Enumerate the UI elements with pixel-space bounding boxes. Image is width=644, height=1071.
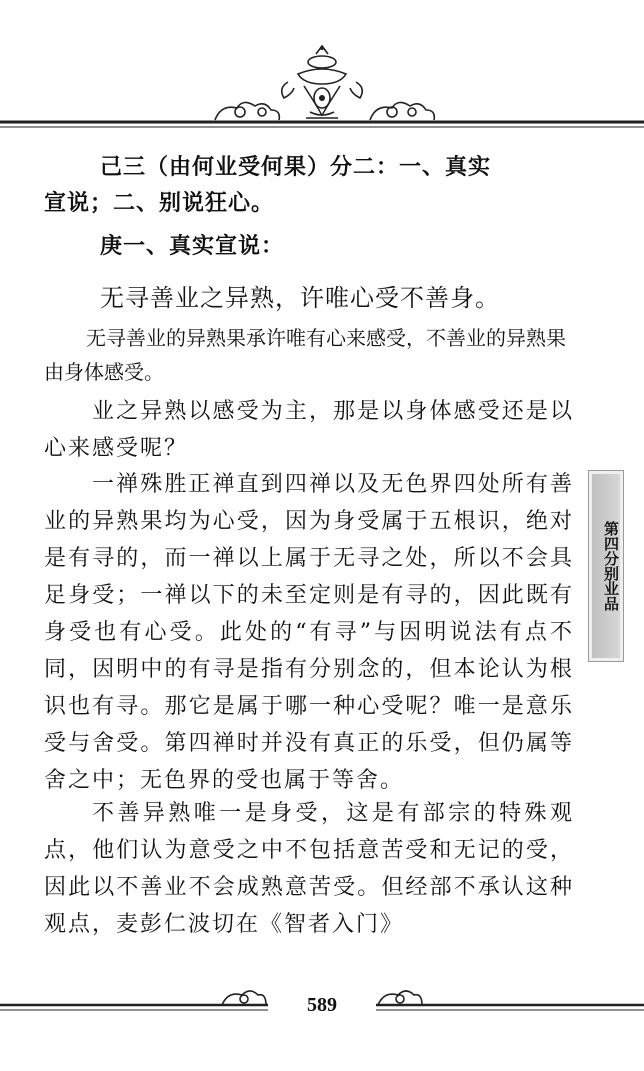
- chapter-side-tab: [588, 470, 624, 662]
- subsection-heading: 庚一、真实宣说：: [100, 234, 285, 259]
- vase-ornament-icon: [0, 40, 644, 140]
- section-heading-line1: 己三（由何业受何果）分二：一、真实: [100, 155, 492, 180]
- chapter-side-tab-label: 第四分别业品: [602, 521, 620, 611]
- verse: 无寻善业之异熟，许唯心受不善身。: [100, 284, 500, 312]
- header-ornament: [0, 40, 644, 140]
- paragraph-3: 不善异熟唯一是身受，这是有部宗的特殊观点，他们认为意受之中不包括意苦受和无记的受，因此以不善业不会成熟意苦受。但经部不承认这种观点，麦彭仁波切在《智者入门》: [44, 801, 574, 937]
- section-heading: [44, 150, 574, 222]
- section-heading-line2: 宣说；二、别说狂心。: [44, 191, 275, 216]
- paragraph-2: 一禅殊胜正禅直到四禅以及无色界四处所有善业的异熟果均为心受，因为身受属于五根识，绝对是有寻的，而一禅以上属于无寻之处，所以不会具足身受；一禅以下的未至定则是有寻的，因此既有身受也有心受。此处的“有寻”与因明说法有点不同，因明中的有寻是指有分别念的，但本论认为根识也有寻。那它是属于哪一种心受呢？唯一是意乐受与舍受。第四禅时并没有真正的乐受，但仍属等舍之中；无色界的受也属于等舍。: [44, 472, 574, 793]
- page-number: 589: [307, 994, 337, 1016]
- verse-commentary: 无寻善业的异熟果承许唯有心来感受，不善业的异熟果由身体感受。: [44, 328, 566, 384]
- paragraph-1: 业之异熟以感受为主，那是以身体感受还是以心来感受呢？: [44, 399, 574, 461]
